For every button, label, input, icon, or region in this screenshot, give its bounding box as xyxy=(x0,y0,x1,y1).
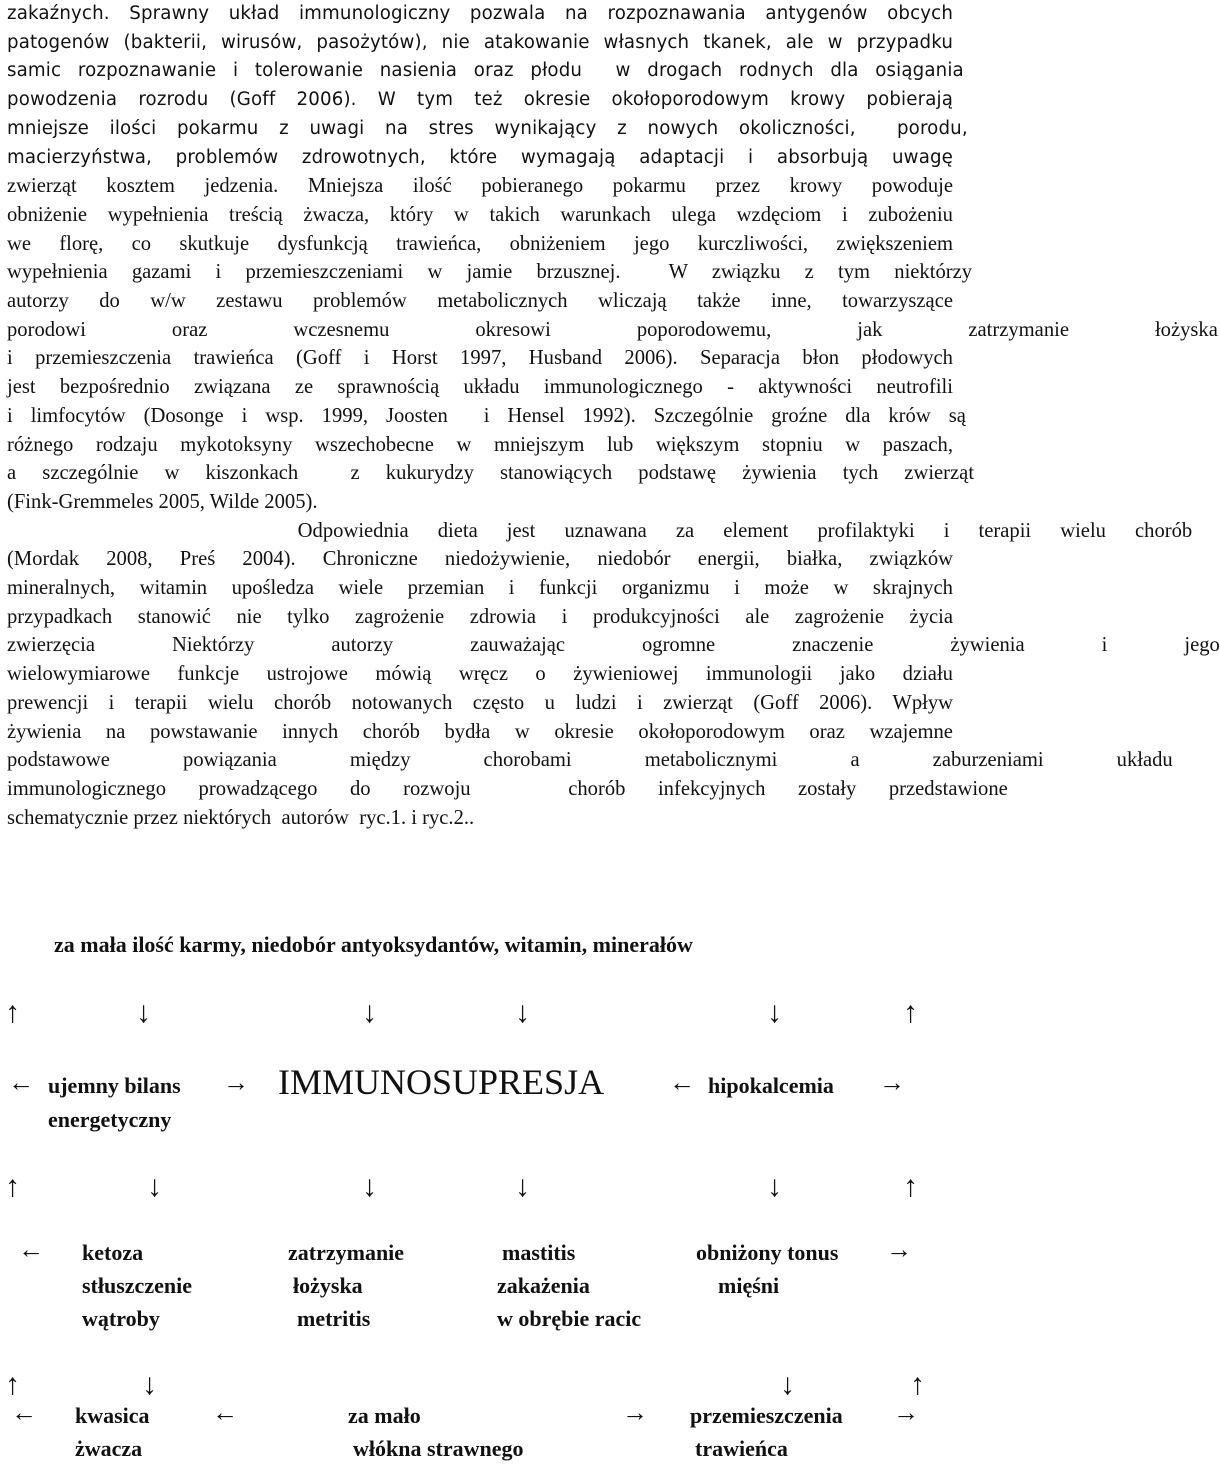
cause-kwasica-line2: żwacza xyxy=(75,1436,143,1461)
arrow-down-icon: ↓ xyxy=(142,1368,157,1401)
text-line: różnego rodzaju mykotoksyny wszechobecne w mniejszym lub większym stopniu w paszach, xyxy=(7,433,954,456)
text-line: obniżenie wypełnienia treścią żwacza, który w takich warunkach ulega wzdęciom i zubożeniu xyxy=(7,203,953,226)
arrow-up-icon: ↑ xyxy=(903,1170,918,1203)
text-line: we florę, co skutkuje dysfunkcją trawieńca, obniżeniem jego kurczliwości, zwiększeniem xyxy=(7,232,954,255)
cause-przemieszczenia-line2: trawieńca xyxy=(695,1436,788,1461)
text-line: immunologicznego prowadzącego do rozwoju chorób infekcyjnych zostały przedstawione xyxy=(7,777,1008,800)
cause-mastitis-line2: zakażenia xyxy=(497,1273,590,1298)
right-label: hipokalcemia xyxy=(708,1073,834,1098)
text-line: zwierzęcia Niektórzy autorzy zauważając ogromne znaczenie żywienia i jego xyxy=(7,634,1220,657)
arrow-down-icon: ↓ xyxy=(362,996,377,1029)
text-line: samic rozpoznawanie i tolerowanie nasienia oraz płodu w drogach rodnych dla osiągania xyxy=(7,60,964,82)
arrow-right-icon: → xyxy=(879,1068,905,1097)
text-line: mineralnych, witamin upośledza wiele przemian i funkcji organizmu i może w skrajnych xyxy=(7,577,953,600)
arrow-down-icon: ↓ xyxy=(515,996,530,1029)
text-line: a szczególnie w kiszonkach z kukurydzy stanowiących podstawę żywienia tych zwierząt xyxy=(7,462,975,485)
cause-kwasica-line1: kwasica xyxy=(75,1403,150,1428)
cause-ketoza-line1: ketoza xyxy=(82,1240,144,1265)
cause-zatrzymanie-line2: łożyska xyxy=(293,1273,363,1298)
text-line: żywienia na powstawanie innych chorób bydła w okresie okołoporodowym oraz wzajemne xyxy=(7,720,953,743)
arrow-right-icon: → xyxy=(622,1398,648,1427)
text-line: powodzenia rozrodu (Goff 2006). W tym też okresie okołoporodowym krowy pobierają xyxy=(7,89,954,111)
text-line: jest bezpośrednio związana ze sprawnością układu immunologicznego - aktywności neutrofili xyxy=(7,376,953,399)
center-label: IMMUNOSUPRESJA xyxy=(278,1062,605,1102)
text-line: Odpowiednia dieta jest uznawana za element profilaktyki i terapii wielu chorób xyxy=(7,519,1193,542)
arrow-up-icon: ↑ xyxy=(5,996,20,1029)
arrow-left-icon: ← xyxy=(212,1398,238,1427)
text-line: przypadkach stanowić nie tylko zagrożenie zdrowia i produkcyjności ale zagrożenie życia xyxy=(7,605,953,628)
text-line: wypełnienia gazami i przemieszczeniami w jamie brzusznej. W związku z tym niektórzy xyxy=(7,261,973,284)
text-line: autorzy do w/w zestawu problemów metabolicznych wliczają także inne, towarzyszące xyxy=(7,290,953,313)
cause-przemieszczenia-line1: przemieszczenia xyxy=(690,1403,843,1428)
text-line: porodowi oraz wczesnemu okresowi poporodowemu, jak zatrzymanie łożyska xyxy=(7,318,1218,341)
arrow-down-icon: ↓ xyxy=(147,1170,162,1203)
arrow-down-icon: ↓ xyxy=(767,1170,782,1203)
text-line: wielowymiarowe funkcje ustrojowe mówią wręcz o żywieniowej immunologii jako działu xyxy=(7,663,953,686)
cause-mastitis-line1: mastitis xyxy=(502,1240,576,1265)
arrow-down-icon: ↓ xyxy=(767,996,782,1029)
arrow-right-icon: → xyxy=(893,1398,919,1427)
left-label-line1: ujemny bilans xyxy=(48,1073,181,1098)
text-line: i limfocytów (Dosonge i wsp. 1999, Joosten i Hensel 1992). Szczególnie groźne dla krów są xyxy=(7,404,966,427)
cause-wlokno-line1: za mało xyxy=(348,1403,421,1428)
text-line: (Fink-Gremmeles 2005, Wilde 2005). xyxy=(7,490,318,513)
arrow-left-icon: ← xyxy=(18,1235,44,1264)
arrow-up-icon: ↑ xyxy=(910,1368,925,1401)
arrow-up-icon: ↑ xyxy=(903,996,918,1029)
arrow-down-icon: ↓ xyxy=(136,996,151,1029)
arrow-left-icon: ← xyxy=(669,1068,695,1097)
cause-ketoza-line2: stłuszczenie xyxy=(82,1273,192,1298)
cause-ketoza-line3: wątroby xyxy=(82,1306,160,1331)
text-line: schematycznie przez niektórych autorów ryc.1. i ryc.2.. xyxy=(7,806,475,829)
text-line: podstawowe powiązania między chorobami metabolicznymi a zaburzeniami układu xyxy=(7,749,1173,772)
text-line: (Mordak 2008, Preś 2004). Chroniczne niedożywienie, niedobór energii, białka, związków xyxy=(7,548,954,571)
cause-mastitis-line3: w obrębie racic xyxy=(497,1306,642,1331)
arrow-up-icon: ↑ xyxy=(5,1368,20,1401)
left-label-line2: energetyczny xyxy=(48,1107,172,1132)
arrow-right-icon: → xyxy=(223,1068,249,1097)
cause-tonus-line1: obniżony tonus xyxy=(696,1240,839,1265)
arrow-right-icon: → xyxy=(886,1235,912,1264)
arrow-down-icon: ↓ xyxy=(515,1170,530,1203)
cause-zatrzymanie-line3: metritis xyxy=(297,1306,371,1331)
arrow-down-icon: ↓ xyxy=(362,1170,377,1203)
cause-tonus-line2: mięśni xyxy=(718,1273,780,1298)
arrow-left-icon: ← xyxy=(11,1398,37,1427)
cause-zatrzymanie-line1: zatrzymanie xyxy=(288,1240,405,1265)
arrow-down-icon: ↓ xyxy=(780,1368,795,1401)
text-line: mniejsze ilości pokarmu z uwagi na stres wynikający z nowych okoliczności, porodu, xyxy=(7,117,968,139)
text-line: zakaźnych. Sprawny układ immunologiczny pozwala na rozpoznawania antygenów obcych xyxy=(7,3,954,24)
cause-wlokno-line2: włókna strawnego xyxy=(353,1436,524,1461)
text-line: prewencji i terapii wielu chorób notowanych często u ludzi i zwierząt (Goff 2006). Wpływ xyxy=(7,691,954,714)
arrow-up-icon: ↑ xyxy=(5,1170,20,1203)
diagram-top-label: za mała ilość karmy, niedobór antyoksydantów, witamin, minerałów xyxy=(54,932,693,957)
text-line: i przemieszczenia trawieńca (Goff i Horst 1997, Husband 2006). Separacja błon płodowych xyxy=(7,347,953,370)
text-line: macierzyństwa, problemów zdrowotnych, które wymagają adaptacji i absorbują uwagę xyxy=(7,146,954,168)
text-line: patogenów (bakterii, wirusów, pasożytów), nie atakowanie własnych tkanek, ale w przypadku xyxy=(7,31,954,53)
text-line: zwierząt kosztem jedzenia. Mniejsza ilość pobieranego pokarmu przez krowy powoduje xyxy=(7,175,954,198)
arrow-left-icon: ← xyxy=(8,1068,34,1097)
